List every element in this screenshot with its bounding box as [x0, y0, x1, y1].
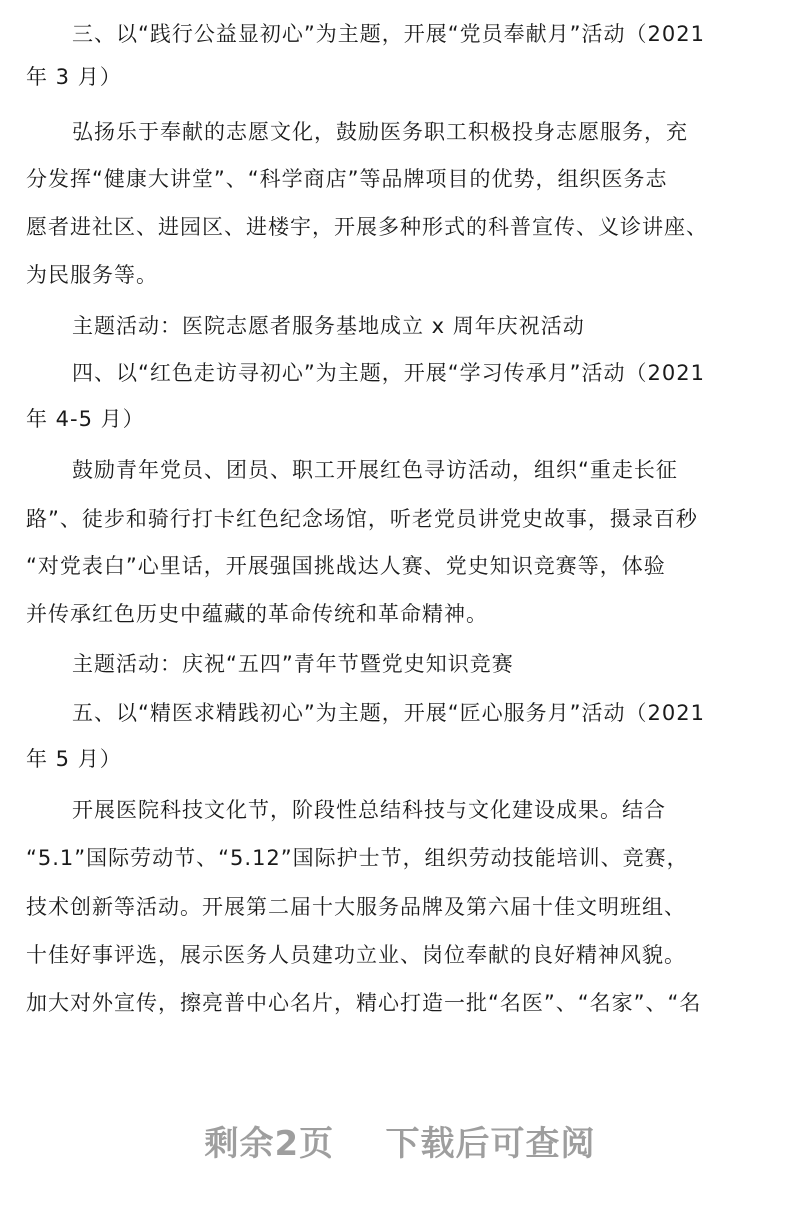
heading-4-cont: 年 4-5 月） — [26, 407, 145, 431]
paragraph-line: 为民服务等。 — [26, 263, 158, 287]
paragraph-line: 技术创新等活动。开展第二届十大服务品牌及第六届十佳文明班组、 — [26, 895, 686, 919]
paragraph-line: 并传承红色历史中蕴藏的革命传统和革命精神。 — [26, 602, 488, 626]
paragraph-line: 分发挥“健康大讲堂”、“科学商店”等品牌项目的优势，组织医务志 — [26, 167, 668, 191]
paragraph-line: “对党表白”心里话，开展强国挑战达人赛、党史知识竞赛等，体验 — [26, 554, 666, 578]
theme-activity: 主题活动：医院志愿者服务基地成立 x 周年庆祝活动 — [72, 314, 585, 338]
paragraph-line: “5.1”国际劳动节、“5.12”国际护士节，组织劳动技能培训、竞赛， — [26, 846, 689, 870]
heading-5: 五、以“精医求精践初心”为主题，开展“匠心服务月”活动（2021 — [72, 701, 705, 725]
heading-4: 四、以“红色走访寻初心”为主题，开展“学习传承月”活动（2021 — [72, 361, 705, 385]
paragraph-line: 路”、徒步和骑行打卡红色纪念场馆，听老党员讲党史故事，摄录百秒 — [26, 507, 698, 531]
heading-3-cont: 年 3 月） — [26, 65, 122, 89]
paragraph-line: 愿者进社区、进园区、进楼宇，开展多种形式的科普宣传、义诊讲座、 — [26, 215, 708, 239]
paragraph-line: 加大对外宣传，擦亮普中心名片，精心打造一批“名医”、“名家”、“名 — [26, 991, 702, 1015]
remaining-pages-notice: 剩余2页 下载后可查阅 — [204, 1124, 596, 1164]
paragraph-line: 弘扬乐于奉献的志愿文化，鼓励医务职工积极投身志愿服务，充 — [72, 120, 688, 144]
heading-3: 三、以“践行公益显初心”为主题，开展“党员奉献月”活动（2021 — [72, 22, 705, 46]
paragraph-line: 十佳好事评选，展示医务人员建功立业、岗位奉献的良好精神风貌。 — [26, 943, 686, 967]
paragraph-line: 鼓励青年党员、团员、职工开展红色寻访活动，组织“重走长征 — [72, 458, 678, 482]
paragraph-line: 开展医院科技文化节，阶段性总结科技与文化建设成果。结合 — [72, 798, 666, 822]
heading-5-cont: 年 5 月） — [26, 747, 122, 771]
theme-activity: 主题活动：庆祝“五四”青年节暨党史知识竞赛 — [72, 652, 514, 676]
